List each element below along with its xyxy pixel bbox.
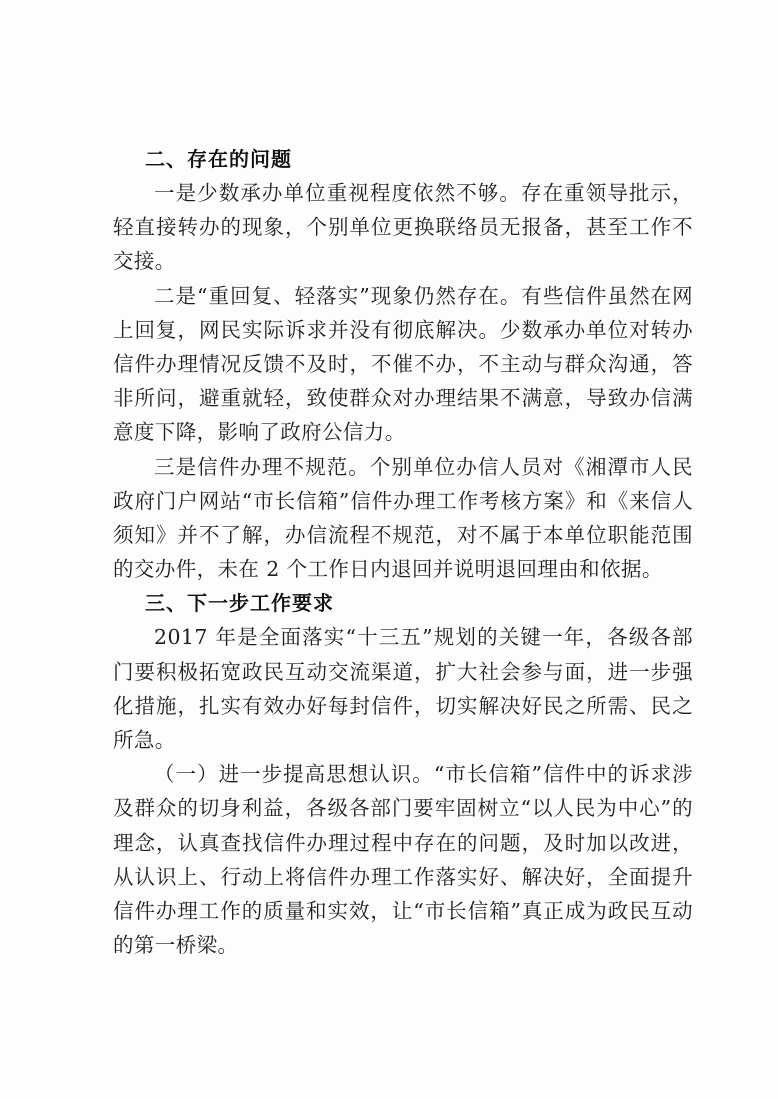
section-heading-next-steps: 三、下一步工作要求 [145,591,334,616]
paragraph-next-steps-intro: 2017 年是全面落实“十三五”规划的关键一年，各级各部门要积极拓宽政民互动交流渠道，扩大社会参与面，进一步强化措施，扎实有效办好每封信件，切实解决好民之所需、民之所急。 [113,625,693,753]
section-heading-problems: 二、存在的问题 [145,147,292,171]
paragraph-problem-1: 一是少数承办单位重视程度依然不够。存在重领导批示，轻直接转办的现象，个别单位更换联络员无报备，甚至工作不交接。 [113,181,693,274]
paragraph-problem-2: 二是“重回复、轻落实”现象仍然存在。有些信件虽然在网上回复，网民实际诉求并没有彻底解决。少数承办单位对转办信件办理情况反馈不及时，不催不办，不主动与群众沟通，答非所问，避重就轻，致使群众对办理结果不满意，导致办信满意度下降，影响了政府公信力。 [113,283,693,445]
document-body [113,142,693,962]
paragraph-next-steps-1: （一）进一步提高思想认识。“市长信箱”信件中的诉求涉及群众的切身利益，各级各部门要牢固树立“以人民为中心”的理念，认真查找信件办理过程中存在的问题，及时加以改进，从认识上、行动上将信件办理工作落实好、解决好，全面提升信件办理工作的质量和实效，让“市长信箱”真正成为政民互动的第一桥梁。 [113,762,693,958]
paragraph-problem-3: 三是信件办理不规范。个别单位办信人员对《湘潭市人民政府门户网站“市长信箱”信件办理工作考核方案》和《来信人须知》并不了解，办信流程不规范，对不属于本单位职能范围的交办件，未在 2 个工作日内退回并说明退回理由和依据。 [113,454,693,582]
